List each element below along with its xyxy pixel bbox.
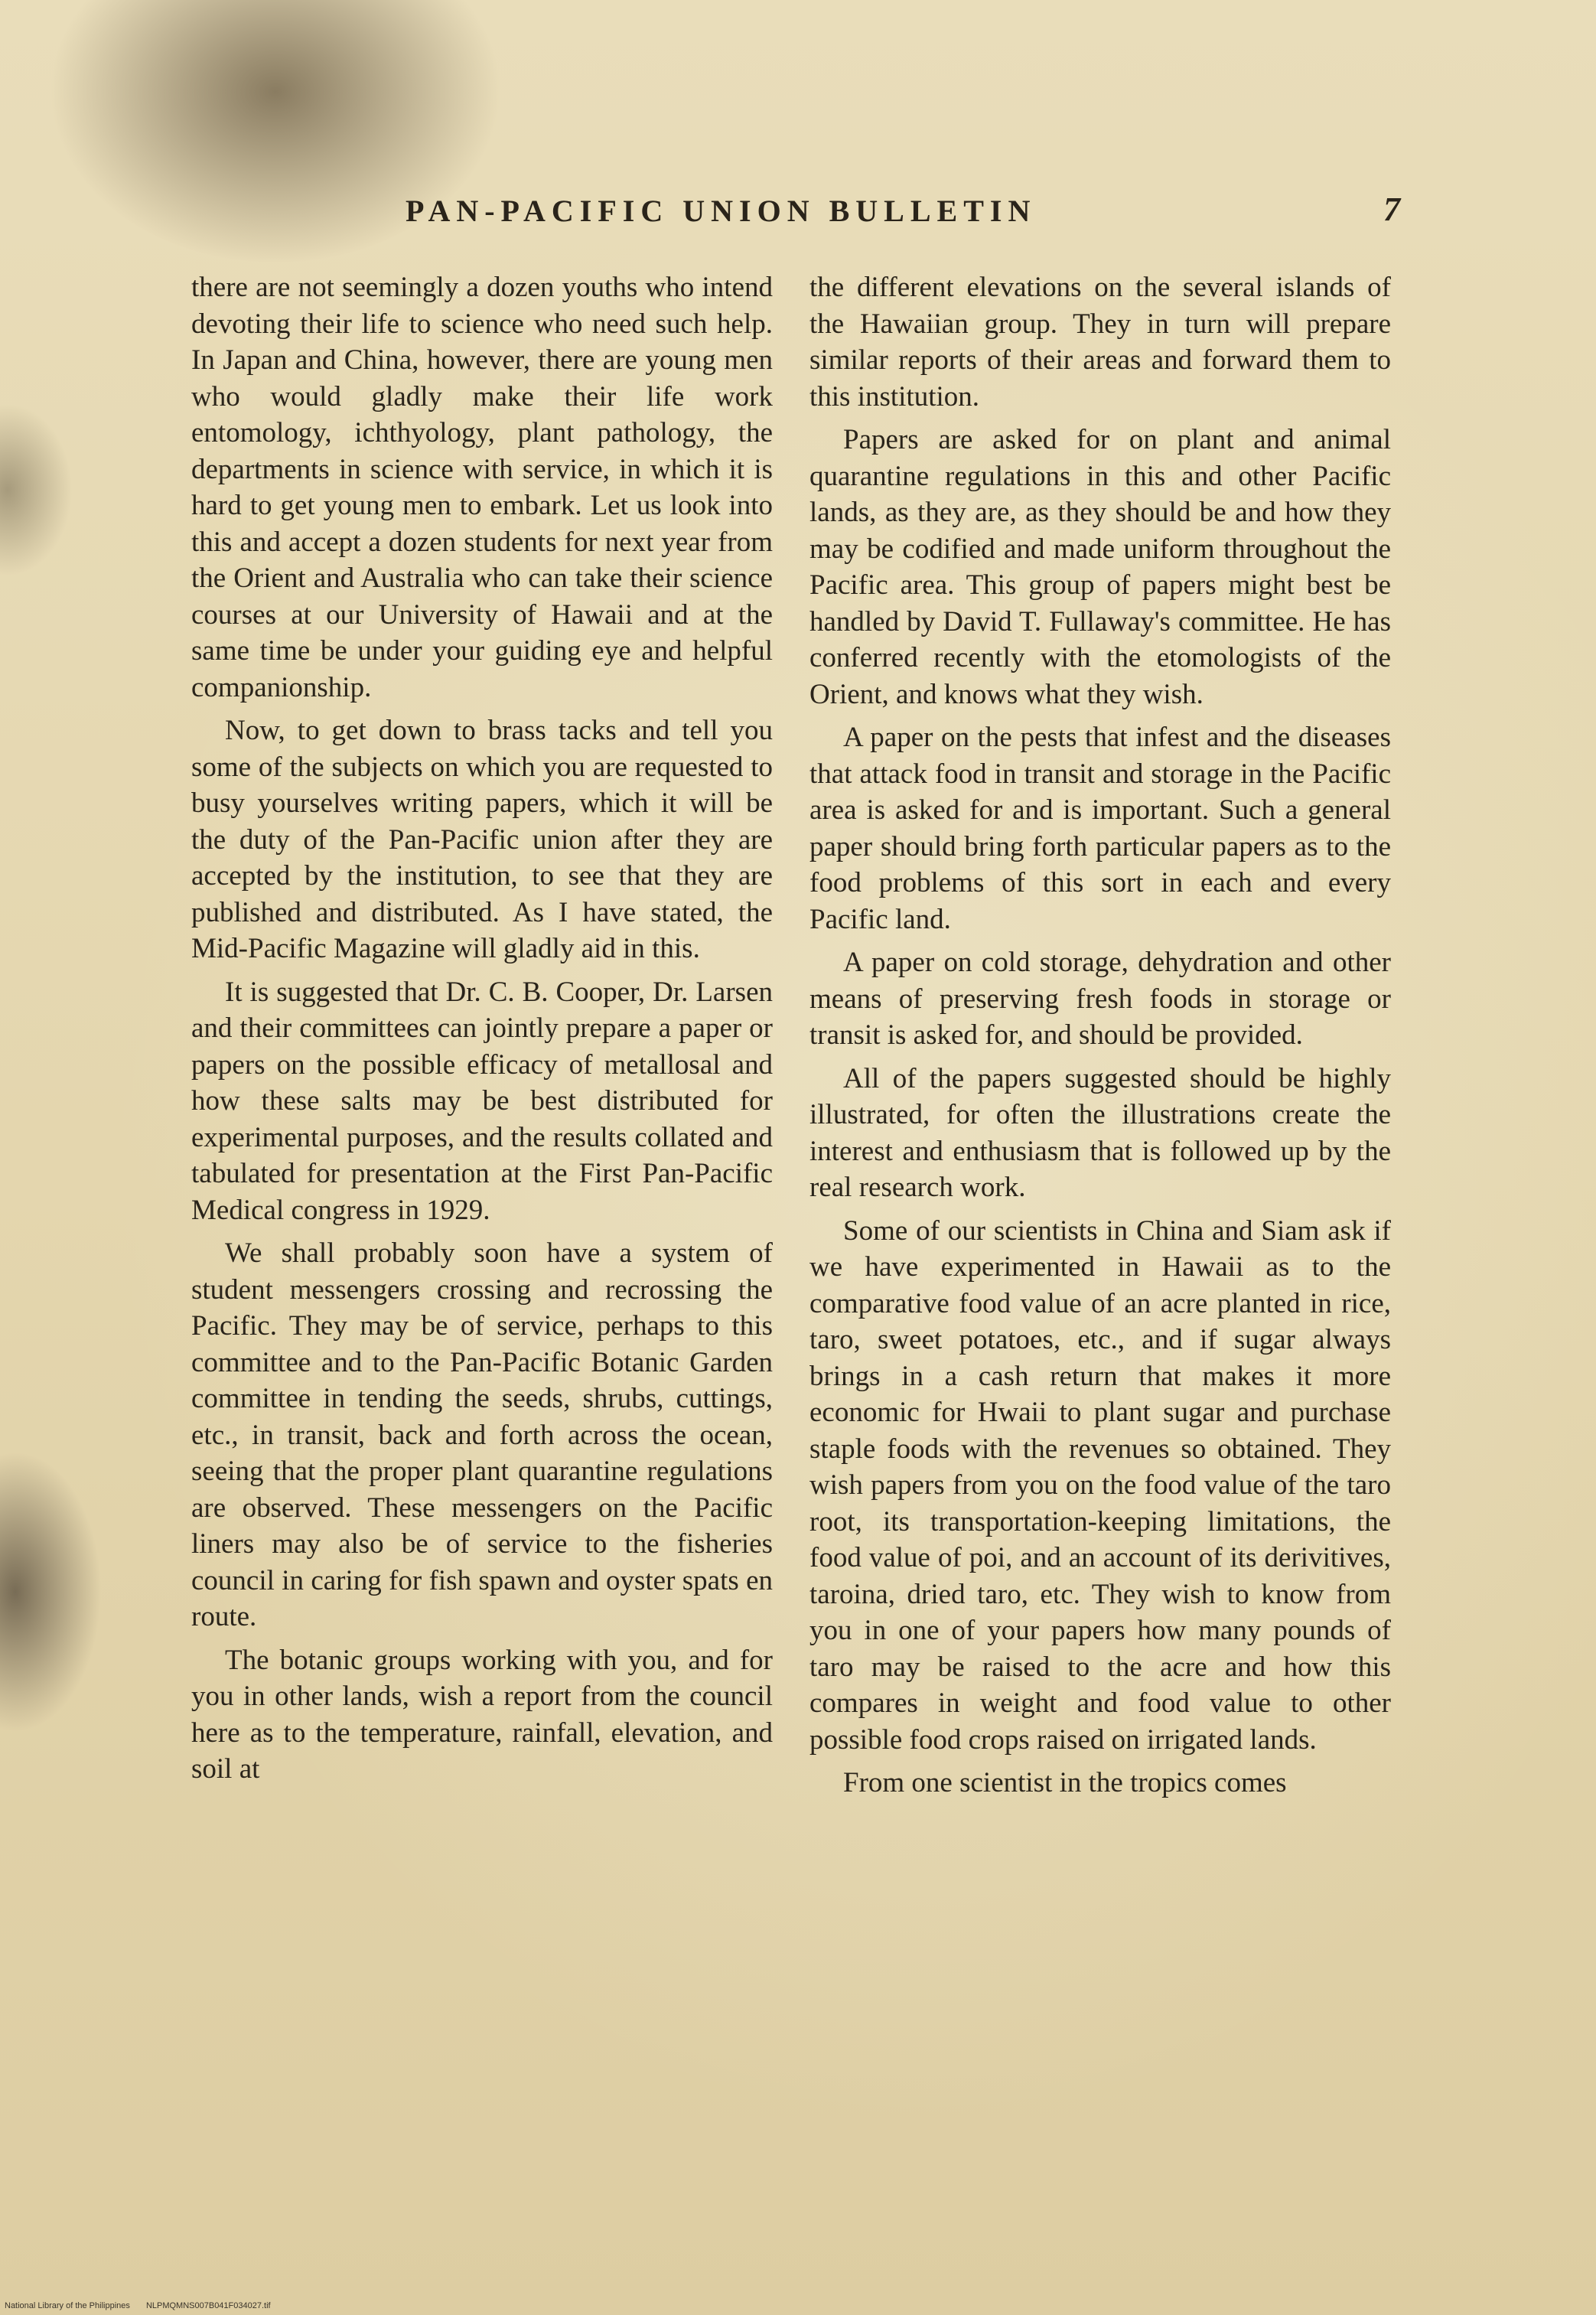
library-credit: National Library of the Philippines: [5, 2301, 130, 2310]
paragraph: The botanic groups working with you, and for you in other lands, wish a report from the council here as to the temperature, rainfall, elevation, and soil at: [191, 1644, 773, 1785]
paragraph: It is suggested that Dr. C. B. Cooper, Dr. Larsen and their committees can jointly prepare a paper or papers on the possible efficacy of metallosal and how these salts may be best distributed for experimental purposes, and the results collated and tabulated for presentation at the First Pan-Pacific Medical congress in 1929.: [191, 976, 773, 1226]
paragraph: Some of our scientists in China and Siam ask if we have experimented in Hawaii as to the comparative food value of an acre planted in rice, taro, sweet potatoes, etc., and if sugar always brings in a cash return that makes it more economic for Hwaii to plant sugar and purchase staple foods with the revenues so obtained. They wish papers from you on the food value of the taro root, its transportation-keeping limitations, the food value of poi, and an account of its derivitives, taroina, dried taro, etc. They wish to know from you in one of your papers how many pounds of taro may be raised to the acre and how this compares in weight and food value to other possible food crops raised on irrigated lands.: [809, 1215, 1391, 1756]
paragraph: there are not seemingly a dozen youths who intend devoting their life to science who need such help. In Japan and China, however, there are young men who would gladly make their life work entomology, ichthyology, plant pathology, the departments in science with service, in which it is hard to get young men to embark. Let us look into this and accept a dozen students for next year from the Orient and Australia who can take their science courses at our University of Hawaii and at the same time be under your guiding eye and helpful companionship.: [191, 272, 773, 703]
running-title: PAN-PACIFIC UNION BULLETIN: [406, 194, 1037, 228]
left-column: [191, 269, 773, 1795]
right-column: [809, 269, 1391, 1808]
page-header: [191, 193, 1400, 239]
page-number: 7: [1383, 191, 1400, 228]
paragraph: the different elevations on the several islands of the Hawaiian group. They in turn will prepare similar reports of their areas and forward them to this institution.: [809, 272, 1391, 412]
scan-footer: [5, 2301, 285, 2310]
paragraph: Papers are asked for on plant and animal quarantine regulations in this and other Pacific lands, as they are, as they should be and how they may be codified and made uniform throughout the Pacific area. This group of papers might best be handled by David T. Fullaway's committee. He has conferred recently with the etomologists of the Orient, and knows what they wish.: [809, 424, 1391, 710]
paragraph: All of the papers suggested should be highly illustrated, for often the illustrations create the interest and enthusiasm that is followed up by the real research work.: [809, 1062, 1391, 1203]
paragraph: Now, to get down to brass tacks and tell you some of the subjects on which you are requested to busy yourselves writing papers, which it will be the duty of the Pan-Pacific union after they are accepted by the institution, to see that they are published and distributed. As I have stated, the Mid-Pacific Magazine will gladly aid in this.: [191, 715, 773, 964]
paragraph: From one scientist in the tropics comes: [843, 1767, 1287, 1798]
file-id: NLPMQMNS007B041F034027.tif: [145, 2301, 271, 2310]
paragraph: A paper on cold storage, dehydration and other means of preserving fresh foods in storage or transit is asked for, and should be provided.: [809, 947, 1391, 1051]
paragraph: A paper on the pests that infest and the diseases that attack food in transit and storage in the Pacific area is asked for and is important. Such a general paper should bring forth particular papers as to the food problems of this sort in each and every Pacific land.: [809, 722, 1391, 935]
paragraph: We shall probably soon have a system of student messengers crossing and recrossing the Pacific. They may be of service, perhaps to this committee and to the Pan-Pacific Botanic Garden committee in tending the seeds, shrubs, cuttings, etc., in transit, back and forth across the ocean, seeing that the proper plant quarantine regulations are observed. These messengers on the Pacific liners may also be of service to the fisheries council in caring for fish spawn and oyster spats en route.: [191, 1237, 773, 1632]
